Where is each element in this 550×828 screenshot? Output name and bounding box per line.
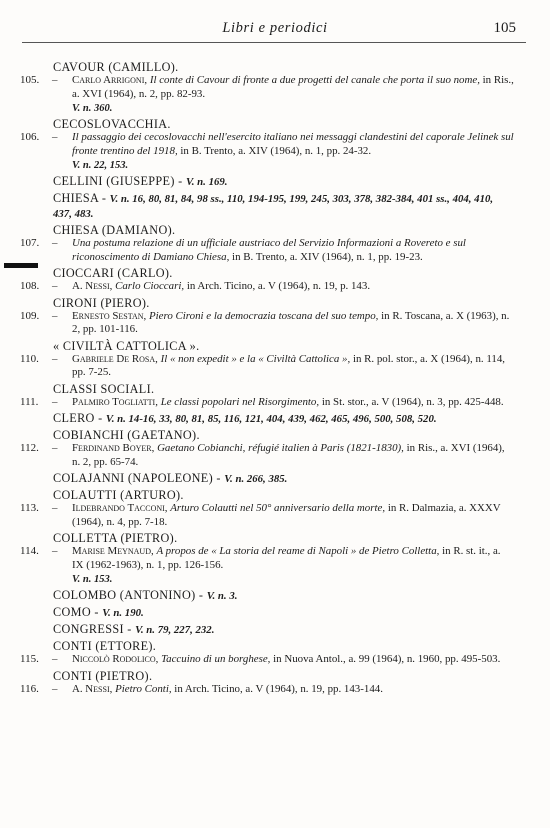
subject-heading [0,60,550,74]
entry-dash: – [52,545,58,557]
entry-body [72,683,514,697]
heading-text: CIRONI (PIERO). [53,295,150,310]
entry-author: Niccolò Rodolico, [72,653,159,665]
running-head [0,20,550,40]
subject-heading [0,266,550,280]
entry-body [72,237,514,264]
entry-source: in St. stor., a. V (1964), n. 3, pp. 425-448. [321,395,504,408]
subject-heading [0,191,550,221]
heading-text: CIOCCARI (CARLO). [53,266,173,280]
entry-source: in Nuova Antol., a. 99 (1964), n. 1960, pp. 495-503. [273,653,501,665]
heading-text: CONTI (ETTORE). [53,639,157,653]
entry-author: Carlo Arrigoni, [72,74,148,86]
bibliography-entry [0,280,550,294]
heading-text: CHIESA - [53,191,107,205]
entry-number: 112. [20,442,39,454]
entry-dash: – [52,682,58,695]
cross-reference: V. n. 190. [102,607,144,619]
running-title: Libri e periodici [222,20,328,36]
entry-author: Gabriele De Rosa, [72,352,158,365]
entry-body [72,310,514,337]
index-entries [0,58,550,697]
subject-heading [0,622,550,637]
entry-author: Marise Meynaud, [72,545,154,557]
entry-dash: – [52,131,58,143]
bibliography-entry [0,353,550,380]
bibliography-entry [0,502,550,529]
entry-body [72,502,514,529]
bibliography-entry [0,131,550,158]
entry-body [72,653,514,667]
subject-heading [0,428,550,442]
bibliography-entry [0,683,550,697]
subject-heading [0,488,550,502]
entry-title: Il passaggio dei cecoslovacchi nell'esercito italiano nei messaggi clandestini del caporale Jelinek sul fronte trentino del 1918, [72,131,514,157]
heading-text: COLLETTA (PIETRO). [53,531,178,545]
entry-title: Taccuino di un borghese, [161,653,271,665]
subject-heading [0,411,550,426]
header-rule [22,42,526,43]
cross-reference: V. n. 169. [185,176,228,188]
entry-dash: – [52,280,58,292]
entry-source: in R. Toscana, a. X (1963), n. 2, pp. 101-116. [72,309,510,335]
entry-body [72,353,514,380]
heading-text: CONTI (PIETRO). [53,668,153,683]
heading-text: CAVOUR (CAMILLO). [53,60,179,74]
entry-source: in R. st. it., a. IX (1962-1963), n. 1, pp. 126-156. [72,545,501,571]
entry-number: 107. [20,237,40,249]
heading-text: CLASSI SOCIALI. [53,381,155,396]
entry-title: Il conte di Cavour di fronte a due progetti del canale che porta il suo nome, [149,74,480,86]
entry-author: Ernesto Sestan, [72,309,147,322]
entry-cross-reference: V. n. 360. [72,103,113,114]
subject-heading [0,223,550,237]
entry-cross-reference: V. n. 153. [72,574,113,585]
entry-number: 109. [20,309,40,322]
entry-body [72,131,514,158]
entry-number: 115. [20,653,39,665]
entry-author: Palmiro Togliatti, [72,395,158,408]
entry-dash: – [52,352,58,365]
entry-author: Ildebrando Tacconi, [72,502,168,514]
entry-source: in Arch. Ticino, a. V (1964), n. 19, pp. 143-144. [174,682,383,695]
entry-number: 110. [20,352,39,365]
bibliography-entry [0,653,550,667]
bibliography-entry [0,237,550,264]
entry-body [72,74,514,101]
entry-title: Piero Cironi e la democrazia toscana del suo tempo, [149,309,379,322]
subject-heading [0,669,550,683]
subject-heading [0,605,550,620]
entry-author: Ferdinand Boyer, [72,442,155,454]
bibliography-entry [0,442,550,469]
entry-author: A. Nessi, [72,280,113,292]
entry-source: in Arch. Ticino, a. V (1964), n. 19, p. 143. [186,280,371,292]
heading-text: COMO - [53,605,99,619]
entry-cross-reference: V. n. 22, 153. [72,160,129,171]
entry-number: 111. [20,395,39,408]
entry-source: in B. Trento, a. XIV (1964), n. 1, pp. 24-32. [180,144,372,157]
entry-title: Pietro Conti, [115,682,172,695]
heading-text: CHIESA (DAMIANO). [53,223,176,237]
heading-text: COLAJANNI (NAPOLEONE) - [53,471,221,485]
entry-number: 116. [20,682,39,695]
subject-heading [0,339,550,353]
heading-text: « CIVILTÀ CATTOLICA ». [53,338,200,353]
entry-dash: – [52,237,58,249]
entry-number: 105. [20,74,40,86]
entry-number: 108. [20,280,40,292]
heading-text: COLOMBO (ANTONINO) - [53,588,204,602]
entry-dash: – [52,395,58,408]
entry-dash: – [52,653,58,665]
entry-dash: – [52,309,58,322]
entry-number: 113. [20,502,39,514]
entry-body [72,442,514,469]
bibliography-entry [0,396,550,410]
entry-title: Carlo Cioccari, [115,280,185,292]
subject-heading [0,471,550,486]
entry-body [72,545,514,572]
entry-body [72,396,514,410]
entry-author: A. Nessi, [72,682,113,695]
entry-source: in R. pol. stor., a. X (1964), n. 114, pp. 7-25. [72,352,506,378]
entry-number: 114. [20,545,39,557]
entry-title: Gaetano Cobianchi, réfugié italien à Paris (1821-1830), [157,442,404,454]
entry-source: in Ris., a. XVI (1964), n. 2, pp. 82-93. [72,74,514,100]
subject-heading [0,639,550,653]
heading-text: COBIANCHI (GAETANO). [53,428,200,442]
entry-dash: – [52,442,58,454]
subject-heading [0,296,550,310]
cross-reference: V. n. 16, 80, 81, 84, 98 ss., 110, 194-195, 199, 245, 303, 378, 382-384, 401 ss., 404, 410, 437, 483. [53,193,494,220]
page-number: 105 [493,20,516,36]
entry-title: Una postuma relazione di un ufficiale austriaco del Servizio Informazioni a Rovereto e sul riconoscimento di Damiano Chiesa, [72,237,466,263]
cross-reference: V. n. 3. [206,590,238,602]
entry-dash: – [52,74,58,86]
heading-text: CECOSLOVACCHIA. [53,117,171,131]
subject-heading [0,382,550,396]
subject-heading [0,531,550,545]
entry-body [72,280,514,294]
cross-reference: V. n. 79, 227, 232. [135,624,215,636]
heading-text: CELLINI (GIUSEPPE) - [53,174,183,188]
bibliography-entry [0,74,550,101]
cross-reference: V. n. 266, 385. [224,473,288,485]
entry-source: in Ris., a. XVI (1964), n. 2, pp. 65-74. [72,442,505,468]
entry-number: 106. [20,131,40,143]
subject-heading [0,588,550,603]
cross-reference: V. n. 14-16, 33, 80, 81, 85, 116, 121, 404, 439, 462, 465, 496, 500, 508, 520. [105,413,437,425]
bibliography-entry [0,545,550,572]
bibliography-entry [0,310,550,337]
entry-title: Arturo Colautti nel 50° anniversario della morte, [170,502,386,514]
entry-source: in R. Dalmazia, a. XXXV (1964), n. 4, pp. 7-18. [72,502,501,528]
heading-text: CLERO - [53,411,103,425]
subject-heading [0,117,550,131]
subject-heading [0,174,550,189]
entry-source: in B. Trento, a. XIV (1964), n. 1, pp. 19-23. [232,250,423,263]
heading-text: COLAUTTI (ARTURO). [53,488,184,502]
entry-title: Il « non expedit » e la « Civiltà Cattolica », [160,352,351,365]
entry-title: Le classi popolari nel Risorgimento, [160,395,320,408]
entry-title: A propos de « La storia del reame di Napoli » de Pietro Colletta, [156,545,440,557]
entry-dash: – [52,502,58,514]
heading-text: CONGRESSI - [53,622,132,636]
